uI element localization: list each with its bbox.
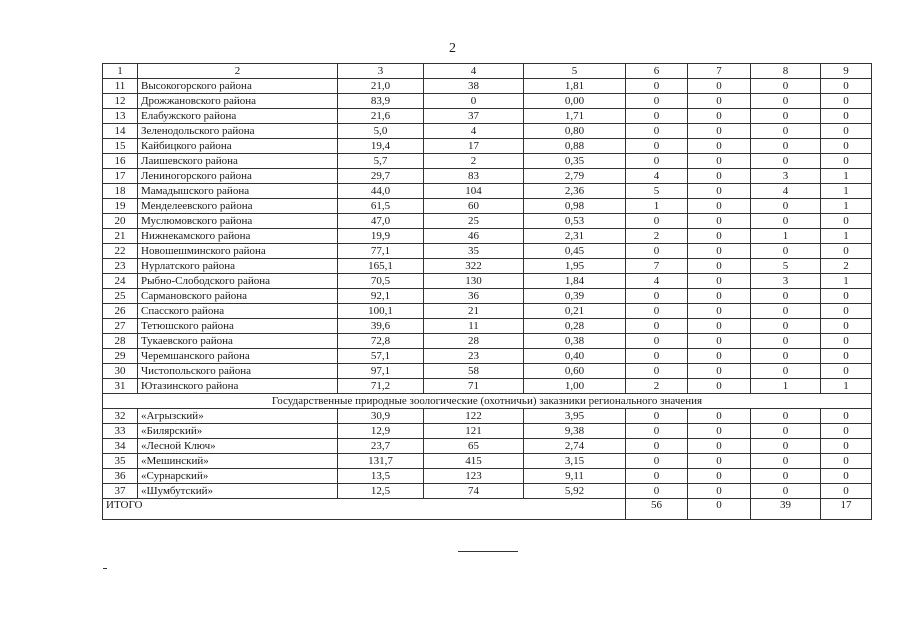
row-value: 0 <box>821 139 872 154</box>
row-value: 1,95 <box>524 259 626 274</box>
row-value: 11 <box>424 319 524 334</box>
row-value: 0 <box>751 439 821 454</box>
row-value: 0 <box>688 109 751 124</box>
row-number: 26 <box>103 304 138 319</box>
row-value: 61,5 <box>338 199 424 214</box>
row-value: 100,1 <box>338 304 424 319</box>
row-value: 5,7 <box>338 154 424 169</box>
row-value: 4 <box>751 184 821 199</box>
row-value: 0 <box>688 349 751 364</box>
table-row <box>103 289 872 304</box>
row-value: 7 <box>626 259 688 274</box>
row-value: 2 <box>626 229 688 244</box>
row-value: 0 <box>821 244 872 259</box>
row-value: 39,6 <box>338 319 424 334</box>
row-value: 0 <box>821 109 872 124</box>
row-value: 121 <box>424 424 524 439</box>
row-value: 0,40 <box>524 349 626 364</box>
table-row <box>103 229 872 244</box>
row-value: 0,38 <box>524 334 626 349</box>
row-value: 0 <box>688 424 751 439</box>
row-value: 9,11 <box>524 469 626 484</box>
row-number: 27 <box>103 319 138 334</box>
row-value: 0 <box>821 289 872 304</box>
row-value: 5,92 <box>524 484 626 499</box>
row-value: 0 <box>626 289 688 304</box>
column-number: 1 <box>103 64 138 79</box>
row-value: 47,0 <box>338 214 424 229</box>
row-value: 0,45 <box>524 244 626 259</box>
row-value: 2 <box>424 154 524 169</box>
row-value: 0 <box>821 439 872 454</box>
row-value: 21 <box>424 304 524 319</box>
row-value: 70,5 <box>338 274 424 289</box>
row-value: 2 <box>821 259 872 274</box>
total-value: 17 <box>821 499 872 520</box>
row-value: 83,9 <box>338 94 424 109</box>
row-value: 5 <box>626 184 688 199</box>
table-row <box>103 454 872 469</box>
row-name: Кайбицкого района <box>138 139 338 154</box>
row-name: Тетюшского района <box>138 319 338 334</box>
row-value: 0 <box>626 214 688 229</box>
row-value: 1,71 <box>524 109 626 124</box>
row-value: 0 <box>821 349 872 364</box>
section-title: Государственные природные зоологические (охотничьи) заказники регионального значения <box>103 394 872 409</box>
row-value: 0 <box>626 109 688 124</box>
row-value: 4 <box>626 274 688 289</box>
row-value: 0 <box>688 244 751 259</box>
row-value: 0 <box>688 319 751 334</box>
column-number: 9 <box>821 64 872 79</box>
row-value: 0 <box>821 304 872 319</box>
row-value: 0 <box>821 124 872 139</box>
row-value: 104 <box>424 184 524 199</box>
row-name: Елабужского района <box>138 109 338 124</box>
row-value: 0,28 <box>524 319 626 334</box>
row-value: 165,1 <box>338 259 424 274</box>
row-value: 4 <box>424 124 524 139</box>
data-table <box>102 63 872 520</box>
row-value: 0 <box>626 94 688 109</box>
row-value: 0 <box>688 154 751 169</box>
row-number: 33 <box>103 424 138 439</box>
row-value: 322 <box>424 259 524 274</box>
row-value: 1 <box>751 229 821 244</box>
row-value: 1,84 <box>524 274 626 289</box>
row-value: 0 <box>626 424 688 439</box>
row-value: 77,1 <box>338 244 424 259</box>
row-number: 23 <box>103 259 138 274</box>
row-value: 23,7 <box>338 439 424 454</box>
row-value: 0 <box>751 124 821 139</box>
row-number: 18 <box>103 184 138 199</box>
row-number: 21 <box>103 229 138 244</box>
row-value: 0,60 <box>524 364 626 379</box>
row-value: 0 <box>626 79 688 94</box>
row-value: 0 <box>626 304 688 319</box>
row-value: 0 <box>688 364 751 379</box>
row-value: 1 <box>751 379 821 394</box>
row-value: 0 <box>626 124 688 139</box>
row-value: 0,88 <box>524 139 626 154</box>
row-value: 97,1 <box>338 364 424 379</box>
table-row <box>103 334 872 349</box>
column-number: 7 <box>688 64 751 79</box>
row-value: 0 <box>688 274 751 289</box>
total-value: 0 <box>688 499 751 520</box>
row-value: 46 <box>424 229 524 244</box>
row-name: Черемшанского района <box>138 349 338 364</box>
row-name: Дрожжановского района <box>138 94 338 109</box>
row-name: «Агрызский» <box>138 409 338 424</box>
row-value: 0 <box>751 289 821 304</box>
row-number: 37 <box>103 484 138 499</box>
row-value: 0 <box>688 199 751 214</box>
row-value: 2 <box>626 379 688 394</box>
table-row <box>103 364 872 379</box>
row-value: 0 <box>751 454 821 469</box>
table-row <box>103 424 872 439</box>
row-number: 14 <box>103 124 138 139</box>
table-row <box>103 139 872 154</box>
row-value: 0 <box>688 184 751 199</box>
row-value: 0 <box>626 334 688 349</box>
page-number: 2 <box>449 41 456 56</box>
table-row <box>103 79 872 94</box>
row-value: 0 <box>751 364 821 379</box>
row-value: 0 <box>751 94 821 109</box>
row-value: 0 <box>626 244 688 259</box>
row-value: 0 <box>821 79 872 94</box>
row-value: 0 <box>821 409 872 424</box>
table-row <box>103 319 872 334</box>
row-name: Тукаевского района <box>138 334 338 349</box>
row-value: 0 <box>688 94 751 109</box>
row-value: 2,79 <box>524 169 626 184</box>
row-value: 0 <box>751 424 821 439</box>
row-value: 0 <box>424 94 524 109</box>
row-number: 31 <box>103 379 138 394</box>
row-value: 65 <box>424 439 524 454</box>
row-name: «Мешинский» <box>138 454 338 469</box>
row-value: 4 <box>626 169 688 184</box>
row-number: 30 <box>103 364 138 379</box>
row-value: 0 <box>751 349 821 364</box>
row-name: Спасского района <box>138 304 338 319</box>
row-value: 0 <box>688 454 751 469</box>
row-value: 1 <box>821 229 872 244</box>
row-value: 0 <box>821 484 872 499</box>
row-value: 131,7 <box>338 454 424 469</box>
row-value: 0 <box>626 154 688 169</box>
table-row <box>103 109 872 124</box>
row-value: 0 <box>626 364 688 379</box>
row-value: 0 <box>688 229 751 244</box>
row-value: 0 <box>821 424 872 439</box>
row-value: 0 <box>821 454 872 469</box>
row-value: 72,8 <box>338 334 424 349</box>
row-value: 0 <box>751 334 821 349</box>
row-value: 0 <box>688 124 751 139</box>
row-value: 0,21 <box>524 304 626 319</box>
row-value: 0 <box>688 469 751 484</box>
table-row <box>103 124 872 139</box>
row-value: 0 <box>688 379 751 394</box>
row-name: Нижнекамского района <box>138 229 338 244</box>
row-value: 0 <box>751 214 821 229</box>
row-name: Сармановского района <box>138 289 338 304</box>
row-name: «Билярский» <box>138 424 338 439</box>
row-value: 3 <box>751 274 821 289</box>
row-name: Нурлатского района <box>138 259 338 274</box>
row-number: 32 <box>103 409 138 424</box>
row-value: 0 <box>821 154 872 169</box>
row-value: 92,1 <box>338 289 424 304</box>
row-value: 0,39 <box>524 289 626 304</box>
row-value: 1 <box>626 199 688 214</box>
row-value: 1 <box>821 184 872 199</box>
row-value: 0 <box>751 319 821 334</box>
row-value: 122 <box>424 409 524 424</box>
row-value: 5,0 <box>338 124 424 139</box>
row-value: 1,81 <box>524 79 626 94</box>
column-number: 4 <box>424 64 524 79</box>
row-number: 17 <box>103 169 138 184</box>
row-value: 0 <box>626 439 688 454</box>
row-value: 0 <box>688 304 751 319</box>
row-value: 21,6 <box>338 109 424 124</box>
row-number: 13 <box>103 109 138 124</box>
column-number: 2 <box>138 64 338 79</box>
total-row <box>103 499 872 520</box>
header-row <box>103 64 872 79</box>
total-value: 39 <box>751 499 821 520</box>
table-row <box>103 379 872 394</box>
row-value: 0 <box>821 319 872 334</box>
table-row <box>103 304 872 319</box>
row-name: «Сурнарский» <box>138 469 338 484</box>
table-row <box>103 244 872 259</box>
row-value: 0 <box>688 214 751 229</box>
table-row <box>103 274 872 289</box>
section-header-row <box>103 394 872 409</box>
row-value: 0 <box>751 304 821 319</box>
row-value: 0 <box>688 79 751 94</box>
row-value: 0 <box>821 469 872 484</box>
row-value: 2,74 <box>524 439 626 454</box>
row-value: 123 <box>424 469 524 484</box>
row-value: 0 <box>626 484 688 499</box>
row-value: 0 <box>688 289 751 304</box>
row-value: 0 <box>821 364 872 379</box>
row-value: 3,95 <box>524 409 626 424</box>
row-value: 35 <box>424 244 524 259</box>
row-value: 38 <box>424 79 524 94</box>
table-row <box>103 169 872 184</box>
row-value: 0 <box>626 454 688 469</box>
row-number: 16 <box>103 154 138 169</box>
row-value: 0 <box>751 409 821 424</box>
table-row <box>103 259 872 274</box>
row-value: 29,7 <box>338 169 424 184</box>
row-value: 0,00 <box>524 94 626 109</box>
row-value: 37 <box>424 109 524 124</box>
column-number: 3 <box>338 64 424 79</box>
row-value: 0 <box>626 469 688 484</box>
row-name: Высокогорского района <box>138 79 338 94</box>
row-value: 25 <box>424 214 524 229</box>
table-row <box>103 469 872 484</box>
row-value: 0 <box>626 319 688 334</box>
signature-line <box>458 551 518 552</box>
row-value: 5 <box>751 259 821 274</box>
row-value: 1,00 <box>524 379 626 394</box>
row-value: 58 <box>424 364 524 379</box>
row-value: 83 <box>424 169 524 184</box>
row-name: Лаишевского района <box>138 154 338 169</box>
row-value: 0 <box>688 484 751 499</box>
row-number: 12 <box>103 94 138 109</box>
row-value: 36 <box>424 289 524 304</box>
row-number: 29 <box>103 349 138 364</box>
row-value: 0 <box>688 409 751 424</box>
row-value: 21,0 <box>338 79 424 94</box>
row-value: 415 <box>424 454 524 469</box>
row-value: 0,80 <box>524 124 626 139</box>
row-name: «Шумбутский» <box>138 484 338 499</box>
row-value: 0 <box>751 109 821 124</box>
row-name: Муслюмовского района <box>138 214 338 229</box>
row-name: Лениногорского района <box>138 169 338 184</box>
row-value: 44,0 <box>338 184 424 199</box>
table-row <box>103 409 872 424</box>
row-value: 60 <box>424 199 524 214</box>
row-value: 1 <box>821 274 872 289</box>
column-number: 6 <box>626 64 688 79</box>
row-name: Мамадышского района <box>138 184 338 199</box>
row-value: 71 <box>424 379 524 394</box>
row-number: 24 <box>103 274 138 289</box>
row-value: 19,4 <box>338 139 424 154</box>
row-number: 35 <box>103 454 138 469</box>
row-value: 28 <box>424 334 524 349</box>
row-value: 3,15 <box>524 454 626 469</box>
row-value: 2,36 <box>524 184 626 199</box>
column-number: 5 <box>524 64 626 79</box>
table-row <box>103 184 872 199</box>
row-value: 0 <box>688 169 751 184</box>
row-value: 1 <box>821 379 872 394</box>
row-value: 0 <box>821 214 872 229</box>
row-name: Менделеевского района <box>138 199 338 214</box>
row-value: 0 <box>751 154 821 169</box>
row-value: 0 <box>751 199 821 214</box>
row-value: 0 <box>751 469 821 484</box>
row-value: 30,9 <box>338 409 424 424</box>
row-value: 0 <box>821 334 872 349</box>
row-value: 0,35 <box>524 154 626 169</box>
row-value: 74 <box>424 484 524 499</box>
table-row <box>103 439 872 454</box>
total-value: 56 <box>626 499 688 520</box>
row-value: 57,1 <box>338 349 424 364</box>
row-number: 15 <box>103 139 138 154</box>
row-name: Ютазинского района <box>138 379 338 394</box>
row-value: 3 <box>751 169 821 184</box>
row-value: 0 <box>688 334 751 349</box>
table-row <box>103 199 872 214</box>
table-row <box>103 154 872 169</box>
row-value: 0 <box>626 349 688 364</box>
row-number: 19 <box>103 199 138 214</box>
row-value: 0 <box>751 139 821 154</box>
row-value: 0 <box>688 259 751 274</box>
margin-mark <box>103 568 107 569</box>
row-number: 28 <box>103 334 138 349</box>
row-name: Зеленодольского района <box>138 124 338 139</box>
row-value: 0 <box>626 409 688 424</box>
row-value: 13,5 <box>338 469 424 484</box>
row-value: 17 <box>424 139 524 154</box>
table-row <box>103 214 872 229</box>
table-row <box>103 94 872 109</box>
row-name: Рыбно-Слободского района <box>138 274 338 289</box>
row-value: 0,98 <box>524 199 626 214</box>
row-number: 25 <box>103 289 138 304</box>
table-row <box>103 349 872 364</box>
row-number: 36 <box>103 469 138 484</box>
row-value: 0 <box>821 94 872 109</box>
row-name: «Лесной Ключ» <box>138 439 338 454</box>
row-value: 0 <box>626 139 688 154</box>
row-number: 22 <box>103 244 138 259</box>
row-value: 12,5 <box>338 484 424 499</box>
row-value: 0 <box>751 244 821 259</box>
row-value: 0 <box>751 79 821 94</box>
table-row <box>103 484 872 499</box>
row-value: 1 <box>821 199 872 214</box>
row-value: 130 <box>424 274 524 289</box>
row-name: Чистопольского района <box>138 364 338 379</box>
row-number: 34 <box>103 439 138 454</box>
row-value: 2,31 <box>524 229 626 244</box>
row-number: 11 <box>103 79 138 94</box>
row-value: 19,9 <box>338 229 424 244</box>
row-value: 12,9 <box>338 424 424 439</box>
row-value: 0 <box>688 139 751 154</box>
row-number: 20 <box>103 214 138 229</box>
row-value: 0 <box>688 439 751 454</box>
row-value: 0 <box>751 484 821 499</box>
column-number: 8 <box>751 64 821 79</box>
row-value: 1 <box>821 169 872 184</box>
row-value: 0,53 <box>524 214 626 229</box>
row-name: Новошешминского района <box>138 244 338 259</box>
row-value: 23 <box>424 349 524 364</box>
row-value: 9,38 <box>524 424 626 439</box>
total-label: ИТОГО <box>103 499 626 520</box>
row-value: 71,2 <box>338 379 424 394</box>
